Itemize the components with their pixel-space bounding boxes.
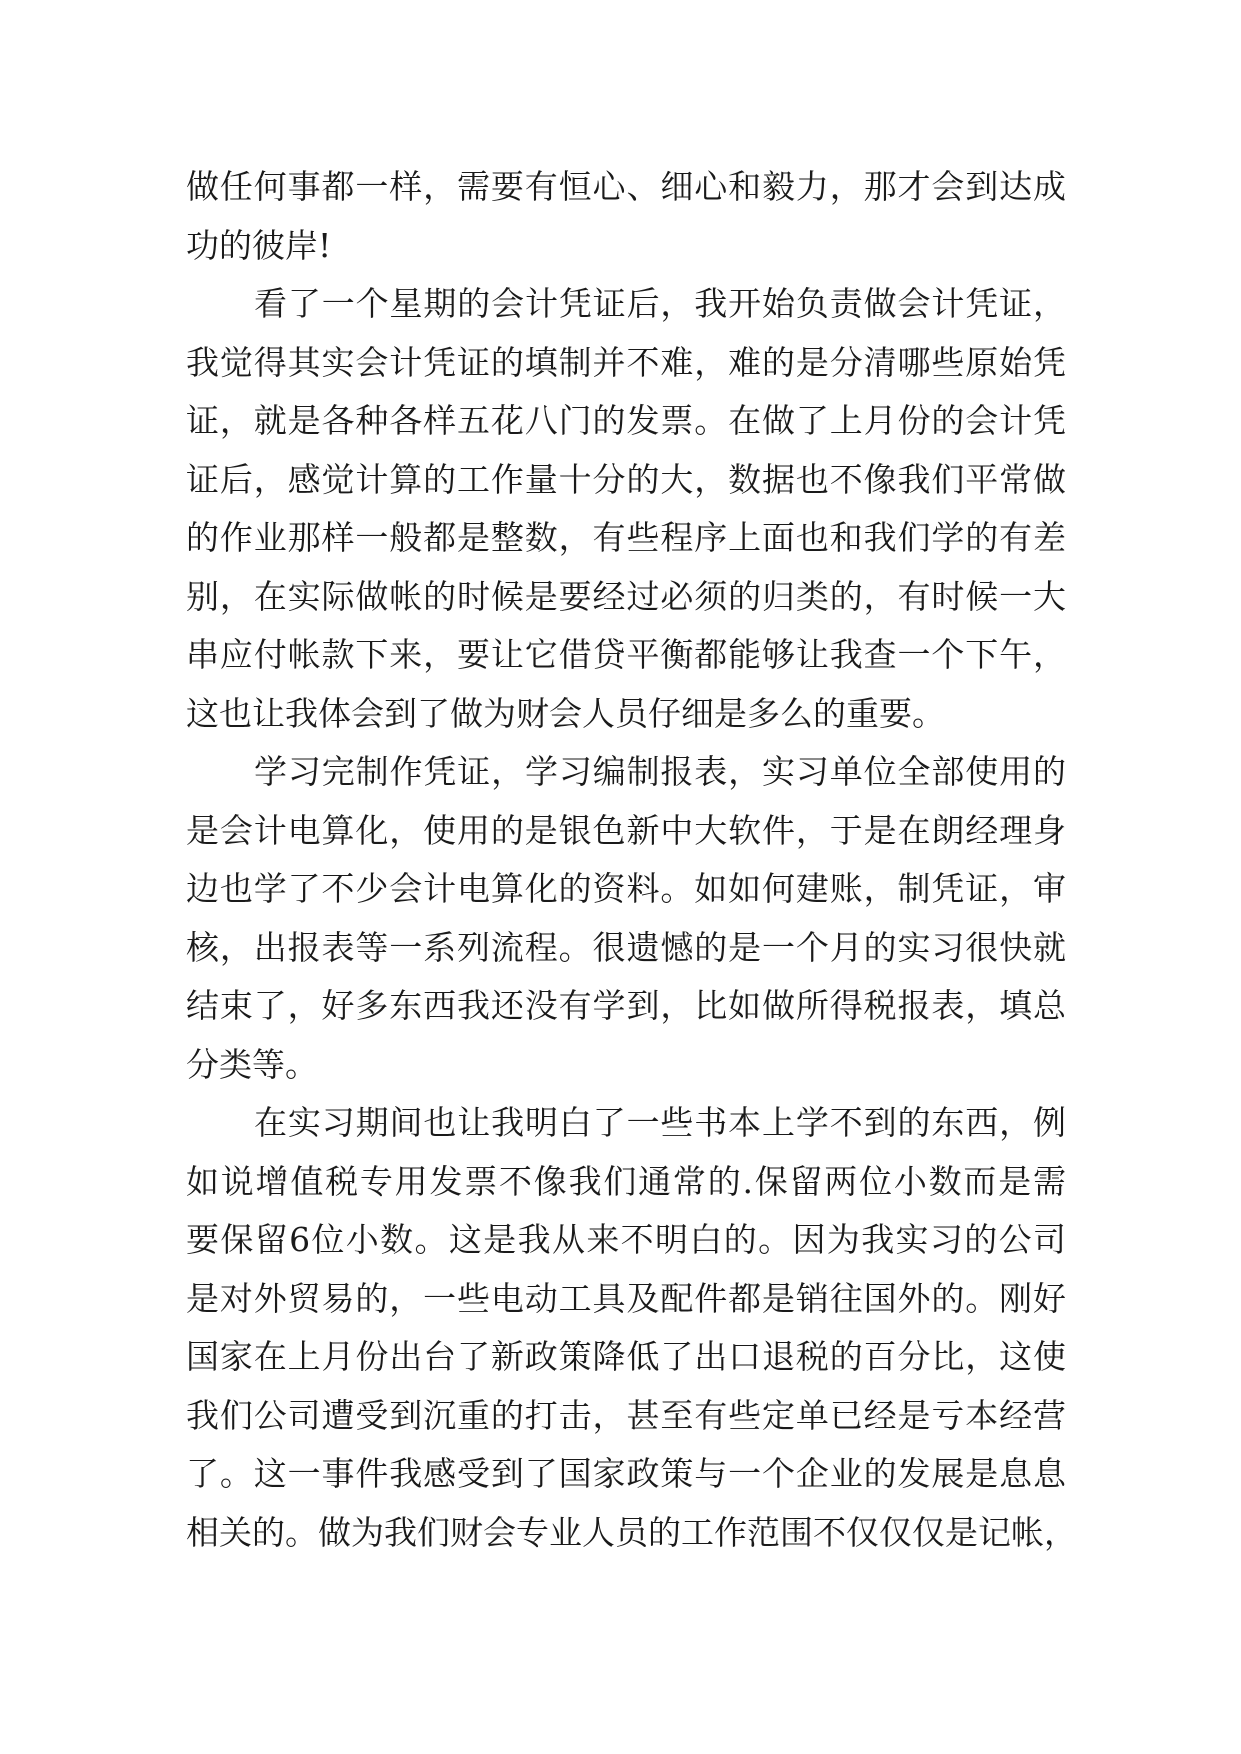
text-line: 学习完制作凭证，学习编制报表，实习单位全部使用的 xyxy=(254,752,1066,791)
paragraph xyxy=(186,743,1066,1094)
paragraph xyxy=(186,275,1066,743)
text-line: 结束了，好多东西我还没有学到，比如做所得税报表，填总 xyxy=(186,986,1066,1025)
text-line: 别，在实际做帐的时候是要经过必须的归类的，有时候一大 xyxy=(186,576,1066,616)
text-line: 了。这一事件我感受到了国家政策与一个企业的发展是息息 xyxy=(186,1454,1066,1493)
text-line: 核，出报表等一系列流程。很遗憾的是一个月的实习很快就 xyxy=(186,927,1066,967)
text-line: 在实习期间也让我明白了一些书本上学不到的东西，例 xyxy=(254,1103,1066,1142)
body-text xyxy=(186,158,1077,1562)
text-line: 要保留6位小数。这是我从来不明白的。因为我实习的公司 xyxy=(186,1220,1066,1259)
text-line: 做任何事都一样，需要有恒心、细心和毅力，那才会到达成 xyxy=(186,167,1066,206)
text-line: 是对外贸易的，一些电动工具及配件都是销往国外的。刚好 xyxy=(186,1278,1066,1318)
text-line: 的作业那样一般都是整数，有些程序上面也和我们学的有差 xyxy=(186,518,1066,557)
text-line: 如说增值税专用发票不像我们通常的.保留两位小数而是需 xyxy=(186,1161,1066,1201)
paragraph xyxy=(186,158,1066,275)
text-line: 分类等。 xyxy=(186,1044,318,1084)
text-line: 相关的。做为我们财会专业人员的工作范围不仅仅仅是记帐， xyxy=(186,1512,1077,1552)
text-line: 我们公司遭受到沉重的打击，甚至有些定单已经是亏本经营 xyxy=(186,1395,1066,1435)
text-line: 这也让我体会到了做为财会人员仔细是多么的重要。 xyxy=(186,693,945,733)
text-line: 我觉得其实会计凭证的填制并不难，难的是分清哪些原始凭 xyxy=(186,342,1066,382)
text-line: 功的彼岸! xyxy=(186,225,332,265)
text-line: 证，就是各种各样五花八门的发票。在做了上月份的会计凭 xyxy=(186,401,1066,440)
text-line: 是会计电算化，使用的是银色新中大软件，于是在朗经理身 xyxy=(186,810,1066,850)
paragraph xyxy=(186,1094,1077,1562)
text-line: 国家在上月份出台了新政策降低了出口退税的百分比，这使 xyxy=(186,1337,1066,1376)
text-line: 看了一个星期的会计凭证后，我开始负责做会计凭证， xyxy=(254,284,1066,323)
text-line: 边也学了不少会计电算化的资料。如如何建账，制凭证，审 xyxy=(186,869,1066,908)
text-line: 串应付帐款下来，要让它借贷平衡都能够让我查一个下午， xyxy=(186,635,1066,674)
text-line: 证后，感觉计算的工作量十分的大，数据也不像我们平常做 xyxy=(186,459,1066,499)
